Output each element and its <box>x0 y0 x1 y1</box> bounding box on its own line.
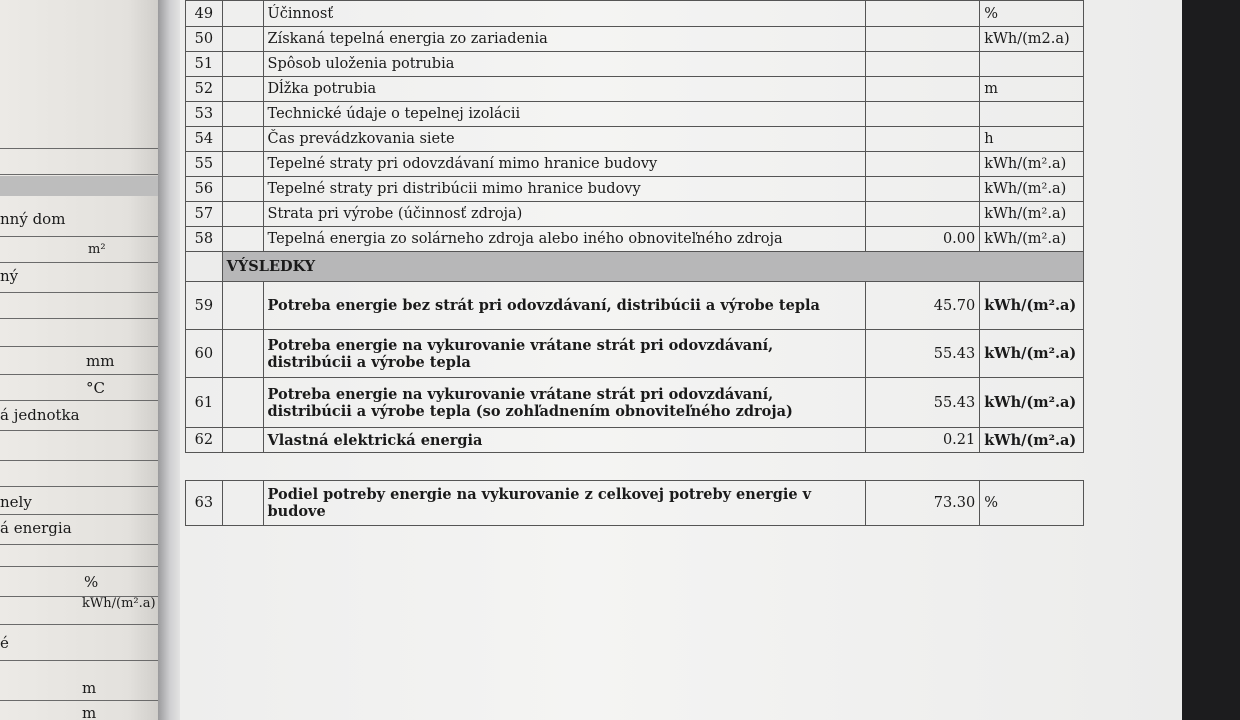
left-text: á jednotka <box>0 406 80 424</box>
left-divider <box>0 400 158 401</box>
left-divider <box>0 236 158 237</box>
blank-cell <box>222 52 263 77</box>
result-row <box>186 378 1084 428</box>
blank-cell <box>222 227 263 252</box>
table-row <box>186 27 1084 52</box>
row-description: Dĺžka potrubia <box>263 77 866 102</box>
left-divider <box>0 700 158 701</box>
summary-row <box>186 481 1084 526</box>
row-value <box>866 27 980 52</box>
row-number: 55 <box>186 152 223 177</box>
row-number: 59 <box>186 282 223 330</box>
table-row <box>186 227 1084 252</box>
row-value <box>866 127 980 152</box>
row-number: 54 <box>186 127 223 152</box>
left-divider <box>0 292 158 293</box>
row-value: 55.43 <box>866 330 980 378</box>
result-row <box>186 282 1084 330</box>
blank-cell <box>222 202 263 227</box>
left-divider <box>0 486 158 487</box>
row-description: Tepelné straty pri odovzdávaní mimo hranice budovy <box>263 152 866 177</box>
row-value: 0.21 <box>866 428 980 453</box>
row-unit: m <box>980 77 1084 102</box>
row-number: 61 <box>186 378 223 428</box>
row-description: Potreba energie na vykurovanie vrátane strát pri odovzdávaní, distribúcii a výrobe tepla (so zohľadnením obnoviteľného zdroja) <box>263 378 866 428</box>
left-text: °C <box>86 379 105 397</box>
row-unit: % <box>980 1 1084 27</box>
row-value: 55.43 <box>866 378 980 428</box>
left-text: m <box>82 704 97 720</box>
row-value <box>866 1 980 27</box>
row-description: Získaná tepelná energia zo zariadenia <box>263 27 866 52</box>
row-unit: kWh/(m².a) <box>980 428 1084 453</box>
row-value: 73.30 <box>866 481 980 526</box>
table-row <box>186 1 1084 27</box>
blank-cell <box>222 102 263 127</box>
table-row <box>186 52 1084 77</box>
left-divider <box>0 460 158 461</box>
row-unit: h <box>980 127 1084 152</box>
blank-cell <box>222 282 263 330</box>
row-value: 45.70 <box>866 282 980 330</box>
table-row <box>186 177 1084 202</box>
blank-cell <box>222 127 263 152</box>
left-divider <box>0 624 158 625</box>
result-row <box>186 428 1084 453</box>
row-description: Strata pri výrobe (účinnosť zdroja) <box>263 202 866 227</box>
row-description: Technické údaje o tepelnej izolácii <box>263 102 866 127</box>
row-unit: kWh/(m².a) <box>980 330 1084 378</box>
left-text: nely <box>0 493 32 511</box>
row-number: 57 <box>186 202 223 227</box>
left-divider <box>0 544 158 545</box>
left-text: m <box>82 679 97 697</box>
row-value <box>866 52 980 77</box>
row-description: Podiel potreby energie na vykurovanie z celkovej potreby energie v budove <box>263 481 866 526</box>
background-edge <box>1182 0 1240 720</box>
table-row <box>186 102 1084 127</box>
row-description: Tepelná energia zo solárneho zdroja alebo iného obnoviteľného zdroja <box>263 227 866 252</box>
section-header-row <box>186 252 1084 282</box>
row-description: Spôsob uloženia potrubia <box>263 52 866 77</box>
left-page <box>0 0 160 720</box>
summary-table <box>185 480 1084 526</box>
left-header-bar <box>0 176 158 196</box>
section-title: VÝSLEDKY <box>222 252 1083 282</box>
left-divider <box>0 660 158 661</box>
row-description: Vlastná elektrická energia <box>263 428 866 453</box>
left-divider <box>0 566 158 567</box>
left-text: mm <box>86 352 115 370</box>
left-divider <box>0 318 158 319</box>
row-unit: kWh/(m².a) <box>980 152 1084 177</box>
blank-cell <box>222 481 263 526</box>
left-text: ný <box>0 267 19 285</box>
row-number: 63 <box>186 481 223 526</box>
row-unit: % <box>980 481 1084 526</box>
left-text: kWh/(m².a) <box>82 596 156 611</box>
parameters-table <box>185 0 1084 453</box>
left-divider <box>0 346 158 347</box>
row-value: 0.00 <box>866 227 980 252</box>
left-divider <box>0 174 158 175</box>
blank-cell <box>222 428 263 453</box>
blank-cell <box>222 27 263 52</box>
row-unit: kWh/(m².a) <box>980 202 1084 227</box>
blank-cell <box>222 152 263 177</box>
left-divider <box>0 262 158 263</box>
row-number: 50 <box>186 27 223 52</box>
row-description: Tepelné straty pri distribúcii mimo hranice budovy <box>263 177 866 202</box>
left-divider <box>0 148 158 149</box>
table-row <box>186 152 1084 177</box>
row-unit: kWh/(m².a) <box>980 282 1084 330</box>
blank-cell <box>222 378 263 428</box>
row-description: Potreba energie na vykurovanie vrátane strát pri odovzdávaní, distribúcii a výrobe tepla <box>263 330 866 378</box>
row-value <box>866 77 980 102</box>
left-text: nný dom <box>0 210 66 228</box>
row-number: 49 <box>186 1 223 27</box>
row-number: 51 <box>186 52 223 77</box>
row-value <box>866 102 980 127</box>
row-number: 60 <box>186 330 223 378</box>
left-text: % <box>84 573 99 591</box>
left-divider <box>0 430 158 431</box>
row-value <box>866 202 980 227</box>
table-row <box>186 202 1084 227</box>
left-divider <box>0 514 158 515</box>
left-text: m² <box>88 242 106 257</box>
row-description: Čas prevádzkovania siete <box>263 127 866 152</box>
left-text: á energia <box>0 519 72 537</box>
row-number: 53 <box>186 102 223 127</box>
blank-cell <box>222 177 263 202</box>
blank-cell <box>186 252 223 282</box>
left-text: é <box>0 634 9 652</box>
result-row <box>186 330 1084 378</box>
row-description: Potreba energie bez strát pri odovzdávaní, distribúcii a výrobe tepla <box>263 282 866 330</box>
row-unit <box>980 52 1084 77</box>
row-number: 62 <box>186 428 223 453</box>
row-value <box>866 177 980 202</box>
row-number: 56 <box>186 177 223 202</box>
row-unit <box>980 102 1084 127</box>
blank-cell <box>222 330 263 378</box>
table-row <box>186 77 1084 102</box>
row-value <box>866 152 980 177</box>
row-unit: kWh/(m².a) <box>980 378 1084 428</box>
book-binding <box>158 0 182 720</box>
table-row <box>186 127 1084 152</box>
row-unit: kWh/(m².a) <box>980 227 1084 252</box>
row-unit: kWh/(m2.a) <box>980 27 1084 52</box>
blank-cell <box>222 1 263 27</box>
row-number: 52 <box>186 77 223 102</box>
left-divider <box>0 374 158 375</box>
row-description: Účinnosť <box>263 1 866 27</box>
blank-cell <box>222 77 263 102</box>
row-unit: kWh/(m².a) <box>980 177 1084 202</box>
row-number: 58 <box>186 227 223 252</box>
